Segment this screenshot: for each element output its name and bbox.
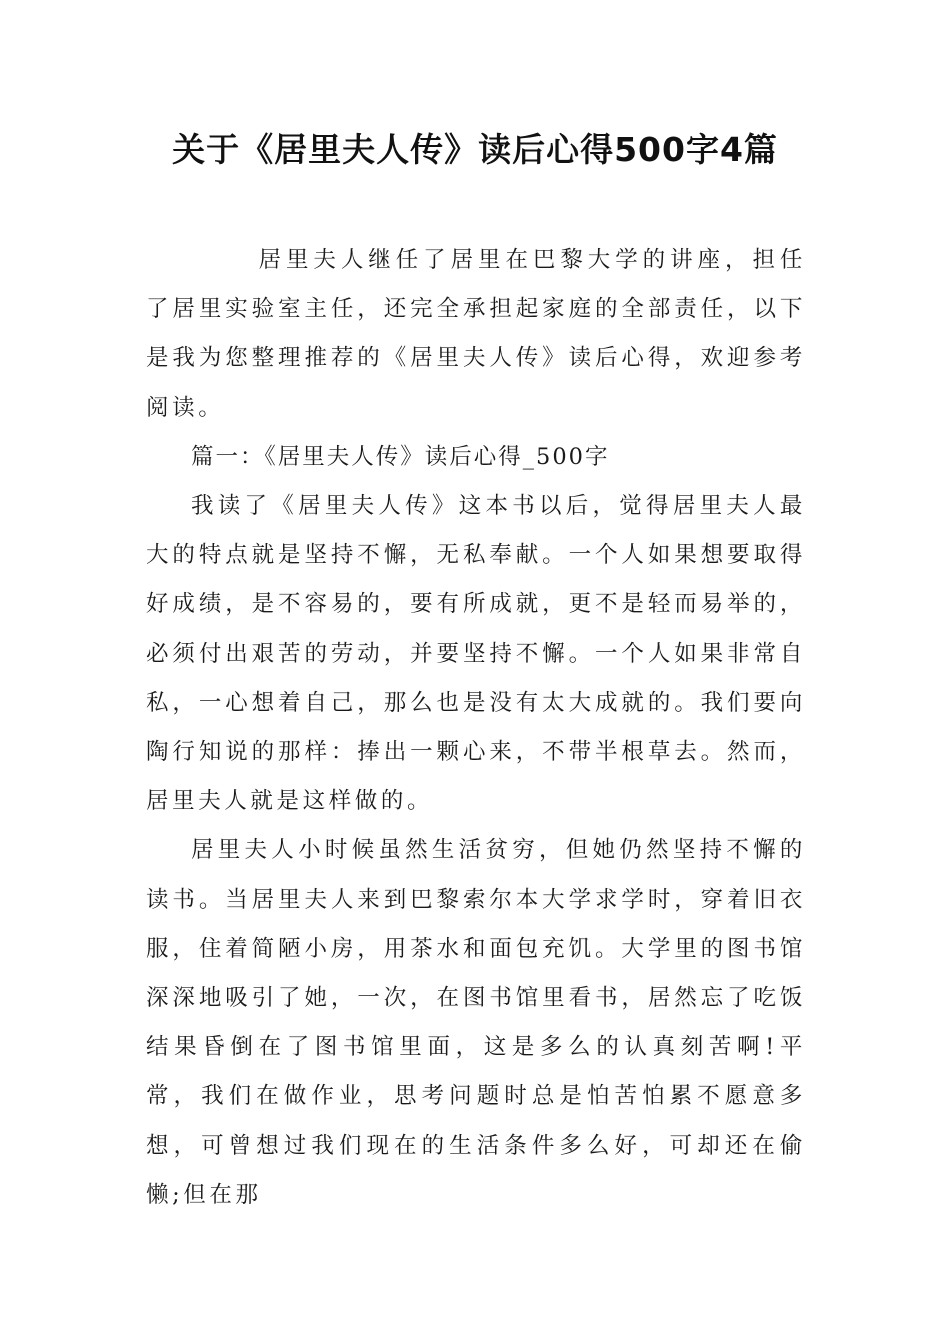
body-paragraph: 居里夫人小时候虽然生活贫穷，但她仍然坚持不懈的读书。当居里夫人来到巴黎索尔本大学求学时，穿着旧衣服，住着简陋小房，用茶水和面包充饥。大学里的图书馆深深地吸引了她，一次，在图书馆里看书，居然忘了吃饭结果昏倒在了图书馆里面，这是多么的认真刻苦啊!平常，我们在做作业，思考问题时总是怕苦怕累不愿意多想，可曾想过我们现在的生活条件多么好，可却还在偷懒;但在那 [146, 837, 806, 1208]
intro-paragraph: 居里夫人继任了居里在巴黎大学的讲座，担任了居里实验室主任，还完全承担起家庭的全部责任，以下是我为您整理推荐的《居里夫人传》读后心得，欢迎参考阅读。 [146, 247, 806, 421]
section-heading: 篇一：《居里夫人传》读后心得_500字 [191, 443, 610, 470]
body-paragraph: 我读了《居里夫人传》这本书以后，觉得居里夫人最大的特点就是坚持不懈，无私奉献。一个人如果想要取得好成绩，是不容易的，要有所成就，更不是轻而易举的，必须付出艰苦的劳动，并要坚持不懈。一个人如果非常自私，一心想着自己，那么也是没有太大成就的。我们要向陶行知说的那样：捧出一颗心来，不带半根草去。然而，居里夫人就是这样做的。 [146, 493, 806, 815]
document-title: 关于《居里夫人传》读后心得500字4篇 [172, 130, 778, 169]
document-body [146, 236, 806, 1220]
